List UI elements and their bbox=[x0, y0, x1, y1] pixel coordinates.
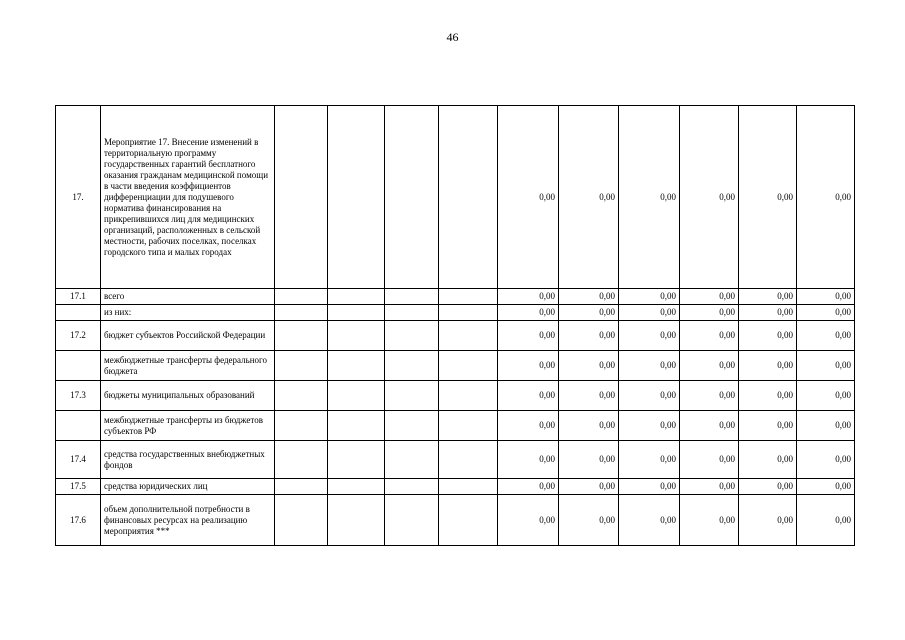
value-cell: 0,00 bbox=[559, 106, 619, 289]
empty-cell bbox=[328, 321, 385, 351]
value-cell: 0,00 bbox=[619, 411, 680, 441]
value-cell: 0,00 bbox=[559, 321, 619, 351]
value-cell: 0,00 bbox=[797, 321, 855, 351]
row-number bbox=[56, 305, 101, 321]
empty-cell bbox=[385, 305, 439, 321]
row-number: 17.4 bbox=[56, 441, 101, 479]
empty-cell bbox=[385, 495, 439, 546]
value-cell: 0,00 bbox=[680, 106, 739, 289]
row-number: 17. bbox=[56, 106, 101, 289]
table-row bbox=[56, 106, 855, 289]
row-number: 17.6 bbox=[56, 495, 101, 546]
empty-cell bbox=[385, 289, 439, 305]
value-cell: 0,00 bbox=[797, 106, 855, 289]
value-cell: 0,00 bbox=[797, 495, 855, 546]
empty-cell bbox=[275, 479, 328, 495]
empty-cell bbox=[275, 289, 328, 305]
value-cell: 0,00 bbox=[559, 411, 619, 441]
empty-cell bbox=[385, 441, 439, 479]
empty-cell bbox=[328, 351, 385, 381]
value-cell: 0,00 bbox=[797, 411, 855, 441]
value-cell: 0,00 bbox=[559, 381, 619, 411]
value-cell: 0,00 bbox=[559, 479, 619, 495]
value-cell: 0,00 bbox=[498, 441, 559, 479]
empty-cell bbox=[328, 305, 385, 321]
table-row bbox=[56, 411, 855, 441]
table-row bbox=[56, 305, 855, 321]
empty-cell bbox=[328, 495, 385, 546]
budget-table bbox=[55, 105, 855, 546]
value-cell: 0,00 bbox=[559, 351, 619, 381]
table-row bbox=[56, 289, 855, 305]
empty-cell bbox=[385, 321, 439, 351]
row-number bbox=[56, 351, 101, 381]
empty-cell bbox=[275, 351, 328, 381]
empty-cell bbox=[439, 321, 498, 351]
value-cell: 0,00 bbox=[498, 479, 559, 495]
row-number: 17.1 bbox=[56, 289, 101, 305]
table-row bbox=[56, 381, 855, 411]
row-name: из них: bbox=[101, 305, 275, 321]
row-number: 17.5 bbox=[56, 479, 101, 495]
row-name: бюджеты муниципальных образований bbox=[101, 381, 275, 411]
value-cell: 0,00 bbox=[680, 479, 739, 495]
row-name: средства государственных внебюджетных фондов bbox=[101, 441, 275, 479]
row-name: межбюджетные трансферты из бюджетов субъектов РФ bbox=[101, 411, 275, 441]
value-cell: 0,00 bbox=[498, 106, 559, 289]
empty-cell bbox=[328, 381, 385, 411]
page-number: 46 bbox=[446, 30, 459, 44]
value-cell: 0,00 bbox=[739, 106, 797, 289]
value-cell: 0,00 bbox=[619, 441, 680, 479]
value-cell: 0,00 bbox=[797, 441, 855, 479]
table-row bbox=[56, 479, 855, 495]
empty-cell bbox=[439, 495, 498, 546]
row-number bbox=[56, 411, 101, 441]
empty-cell bbox=[439, 381, 498, 411]
value-cell: 0,00 bbox=[680, 441, 739, 479]
value-cell: 0,00 bbox=[619, 289, 680, 305]
row-number: 17.2 bbox=[56, 321, 101, 351]
empty-cell bbox=[275, 381, 328, 411]
empty-cell bbox=[439, 289, 498, 305]
empty-cell bbox=[328, 441, 385, 479]
empty-cell bbox=[385, 411, 439, 441]
value-cell: 0,00 bbox=[498, 495, 559, 546]
empty-cell bbox=[328, 479, 385, 495]
row-name: всего bbox=[101, 289, 275, 305]
value-cell: 0,00 bbox=[797, 351, 855, 381]
value-cell: 0,00 bbox=[739, 289, 797, 305]
value-cell: 0,00 bbox=[797, 289, 855, 305]
empty-cell bbox=[275, 305, 328, 321]
value-cell: 0,00 bbox=[619, 106, 680, 289]
value-cell: 0,00 bbox=[498, 351, 559, 381]
empty-cell bbox=[439, 411, 498, 441]
empty-cell bbox=[275, 441, 328, 479]
value-cell: 0,00 bbox=[559, 305, 619, 321]
empty-cell bbox=[328, 411, 385, 441]
empty-cell bbox=[385, 479, 439, 495]
row-name: объем дополнительной потребности в финансовых ресурсах на реализацию мероприятия *** bbox=[101, 495, 275, 546]
value-cell: 0,00 bbox=[797, 479, 855, 495]
value-cell: 0,00 bbox=[559, 441, 619, 479]
value-cell: 0,00 bbox=[498, 411, 559, 441]
value-cell: 0,00 bbox=[680, 305, 739, 321]
value-cell: 0,00 bbox=[680, 381, 739, 411]
row-name: средства юридических лиц bbox=[101, 479, 275, 495]
empty-cell bbox=[275, 106, 328, 289]
value-cell: 0,00 bbox=[739, 321, 797, 351]
value-cell: 0,00 bbox=[680, 351, 739, 381]
value-cell: 0,00 bbox=[619, 351, 680, 381]
value-cell: 0,00 bbox=[498, 305, 559, 321]
value-cell: 0,00 bbox=[797, 305, 855, 321]
empty-cell bbox=[385, 381, 439, 411]
value-cell: 0,00 bbox=[619, 381, 680, 411]
empty-cell bbox=[439, 106, 498, 289]
value-cell: 0,00 bbox=[559, 495, 619, 546]
value-cell: 0,00 bbox=[739, 479, 797, 495]
empty-cell bbox=[385, 106, 439, 289]
empty-cell bbox=[439, 479, 498, 495]
value-cell: 0,00 bbox=[619, 321, 680, 351]
value-cell: 0,00 bbox=[739, 351, 797, 381]
table-row bbox=[56, 495, 855, 546]
value-cell: 0,00 bbox=[739, 495, 797, 546]
row-name: Мероприятие 17. Внесение изменений в территориальную программу государственных гарантий бесплатного оказания гражданам медицинской помощи в части введения коэффициентов дифференциации для подушевого норматива финансирования на прикрепившихся лиц для медицинских организаций, расположенных в сельской местности, рабочих поселках, поселках городского типа и малых городах bbox=[101, 106, 275, 289]
value-cell: 0,00 bbox=[739, 441, 797, 479]
value-cell: 0,00 bbox=[619, 479, 680, 495]
value-cell: 0,00 bbox=[680, 411, 739, 441]
value-cell: 0,00 bbox=[797, 381, 855, 411]
empty-cell bbox=[275, 411, 328, 441]
empty-cell bbox=[275, 321, 328, 351]
value-cell: 0,00 bbox=[739, 381, 797, 411]
value-cell: 0,00 bbox=[498, 321, 559, 351]
value-cell: 0,00 bbox=[559, 289, 619, 305]
empty-cell bbox=[328, 289, 385, 305]
value-cell: 0,00 bbox=[498, 381, 559, 411]
value-cell: 0,00 bbox=[739, 305, 797, 321]
empty-cell bbox=[439, 305, 498, 321]
table-row bbox=[56, 441, 855, 479]
empty-cell bbox=[385, 351, 439, 381]
empty-cell bbox=[328, 106, 385, 289]
row-name: бюджет субъектов Российской Федерации bbox=[101, 321, 275, 351]
value-cell: 0,00 bbox=[680, 289, 739, 305]
table-row bbox=[56, 321, 855, 351]
empty-cell bbox=[275, 495, 328, 546]
value-cell: 0,00 bbox=[739, 411, 797, 441]
value-cell: 0,00 bbox=[680, 495, 739, 546]
row-name: межбюджетные трансферты федерального бюджета bbox=[101, 351, 275, 381]
value-cell: 0,00 bbox=[619, 305, 680, 321]
value-cell: 0,00 bbox=[619, 495, 680, 546]
empty-cell bbox=[439, 441, 498, 479]
table-row bbox=[56, 351, 855, 381]
row-number: 17.3 bbox=[56, 381, 101, 411]
empty-cell bbox=[439, 351, 498, 381]
value-cell: 0,00 bbox=[680, 321, 739, 351]
value-cell: 0,00 bbox=[498, 289, 559, 305]
